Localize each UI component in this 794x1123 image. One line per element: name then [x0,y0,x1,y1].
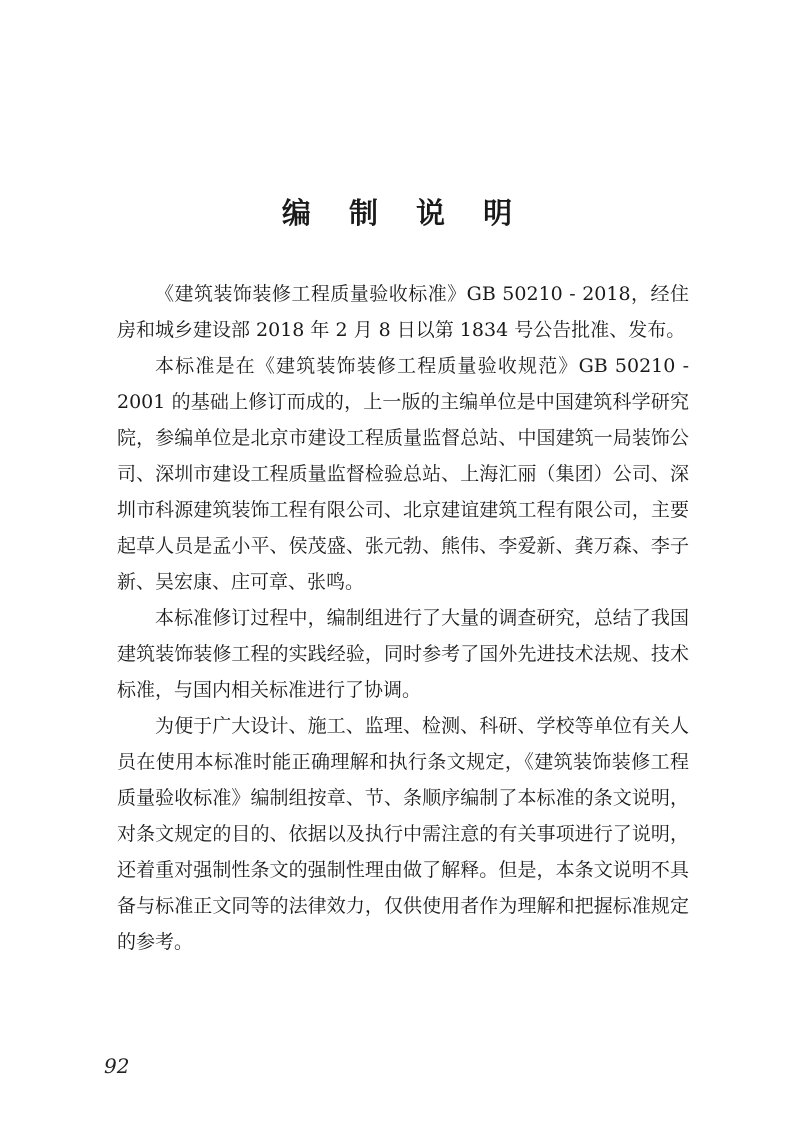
body-text [117,276,689,960]
paragraph-publication: 《建筑装饰装修工程质量验收标准》GB 50210 - 2018，经住房和城乡建设部 2018 年 2 月 8 日以第 1834 号公告批准、发布。 [117,283,689,341]
page-title: 编 制 说 明 [281,196,527,230]
page-number: 92 [104,1054,130,1078]
paragraph-revision-process: 本标准修订过程中，编制组进行了大量的调查研究，总结了我国建筑装饰装修工程的实践经验，同时参考了国外先进技术法规、技术标准，与国内相关标准进行了协调。 [117,607,689,701]
paragraph-revision-history: 本标准是在《建筑装饰装修工程质量验收规范》GB 50210 - 2001 的基础上修订而成的，上一版的主编单位是中国建筑科学研究院，参编单位是北京市建设工程质量监督总站、中国建筑一局装饰公司、深圳市建设工程质量监督检验总站、上海汇丽（集团）公司、深圳市科源建筑装饰工程有限公司、北京建谊建筑工程有限公司，主要起草人员是孟小平、侯茂盛、张元勃、熊伟、李爱新、龚万森、李子新、吴宏康、庄可章、张鸣。 [117,355,689,593]
paragraph-explanation-purpose: 为便于广大设计、施工、监理、检测、科研、学校等单位有关人员在使用本标准时能正确理解和执行条文规定，《建筑装饰装修工程质量验收标准》编制组按章、节、条顺序编制了本标准的条文说明，对条文规定的目的、依据以及执行中需注意的有关事项进行了说明，还着重对强制性条文的强制性理由做了解释。但是，本条文说明不具备与标准正文同等的法律效力，仅供使用者作为理解和把握标准规定的参考。 [117,715,689,953]
